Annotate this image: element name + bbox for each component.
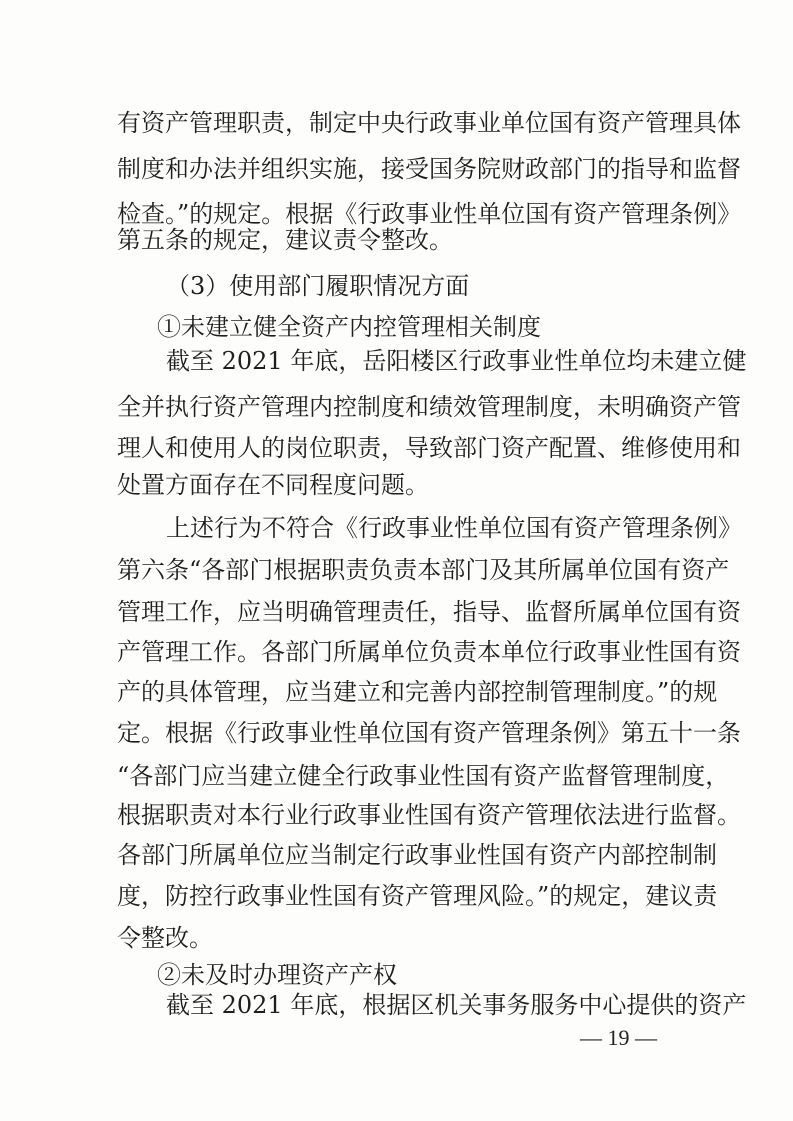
- text-line: 第六条“各部门根据职责负责本部门及其所属单位国有资产: [117, 556, 730, 584]
- text-line: 处置方面存在不同程度问题。: [117, 471, 429, 499]
- text-line: 产管理工作。各部门所属单位负责本单位行政事业性国有资: [117, 638, 741, 666]
- text-line: 令整改。: [117, 924, 213, 952]
- subsection-heading: ①未建立健全资产内控管理相关制度: [157, 313, 541, 341]
- text-line: 定。根据《行政事业性单位国有资产管理条例》第五十一条: [117, 719, 741, 747]
- text-line: 度，防控行政事业性国有资产管理风险。”的规定，建议责: [117, 882, 718, 910]
- text-line: 第五条的规定，建议责令整改。: [117, 226, 453, 254]
- text-line: 各部门所属单位应当制定行政事业性国有资产内部控制制: [117, 841, 717, 869]
- text-line: 检查。”的规定。根据《行政事业性单位国有资产管理条例》: [117, 200, 742, 228]
- paragraph-start: 截至 2021 年底，根据区机关事务服务中心提供的资产: [166, 991, 747, 1019]
- page-number: — 19 —: [580, 1025, 657, 1050]
- text-line: “各部门应当建立健全行政事业性国有资产监督管理制度，: [117, 762, 730, 790]
- text-line: 根据职责对本行业行政事业性国有资产管理依法进行监督。: [117, 801, 741, 829]
- text-line: 产的具体管理，应当建立和完善内部控制管理制度。”的规: [117, 678, 718, 706]
- text-line: 有资产管理职责，制定中央行政事业单位国有资产管理具体: [117, 109, 741, 137]
- paragraph-start: 上述行为不符合《行政事业性单位国有资产管理条例》: [166, 514, 742, 542]
- paragraph-start: 截至 2021 年底，岳阳楼区行政事业性单位均未建立健: [166, 347, 747, 375]
- text-line: 管理工作，应当明确管理责任，指导、监督所属单位国有资: [117, 598, 741, 626]
- section-heading: （3）使用部门履职情况方面: [166, 272, 470, 300]
- text-line: 理人和使用人的岗位职责，导致部门资产配置、维修使用和: [117, 434, 741, 462]
- text-line: 全并执行资产管理内控制度和绩效管理制度，未明确资产管: [117, 393, 741, 421]
- text-line: 制度和办法并组织实施，接受国务院财政部门的指导和监督: [117, 155, 741, 183]
- subsection-heading: ②未及时办理资产产权: [157, 961, 397, 989]
